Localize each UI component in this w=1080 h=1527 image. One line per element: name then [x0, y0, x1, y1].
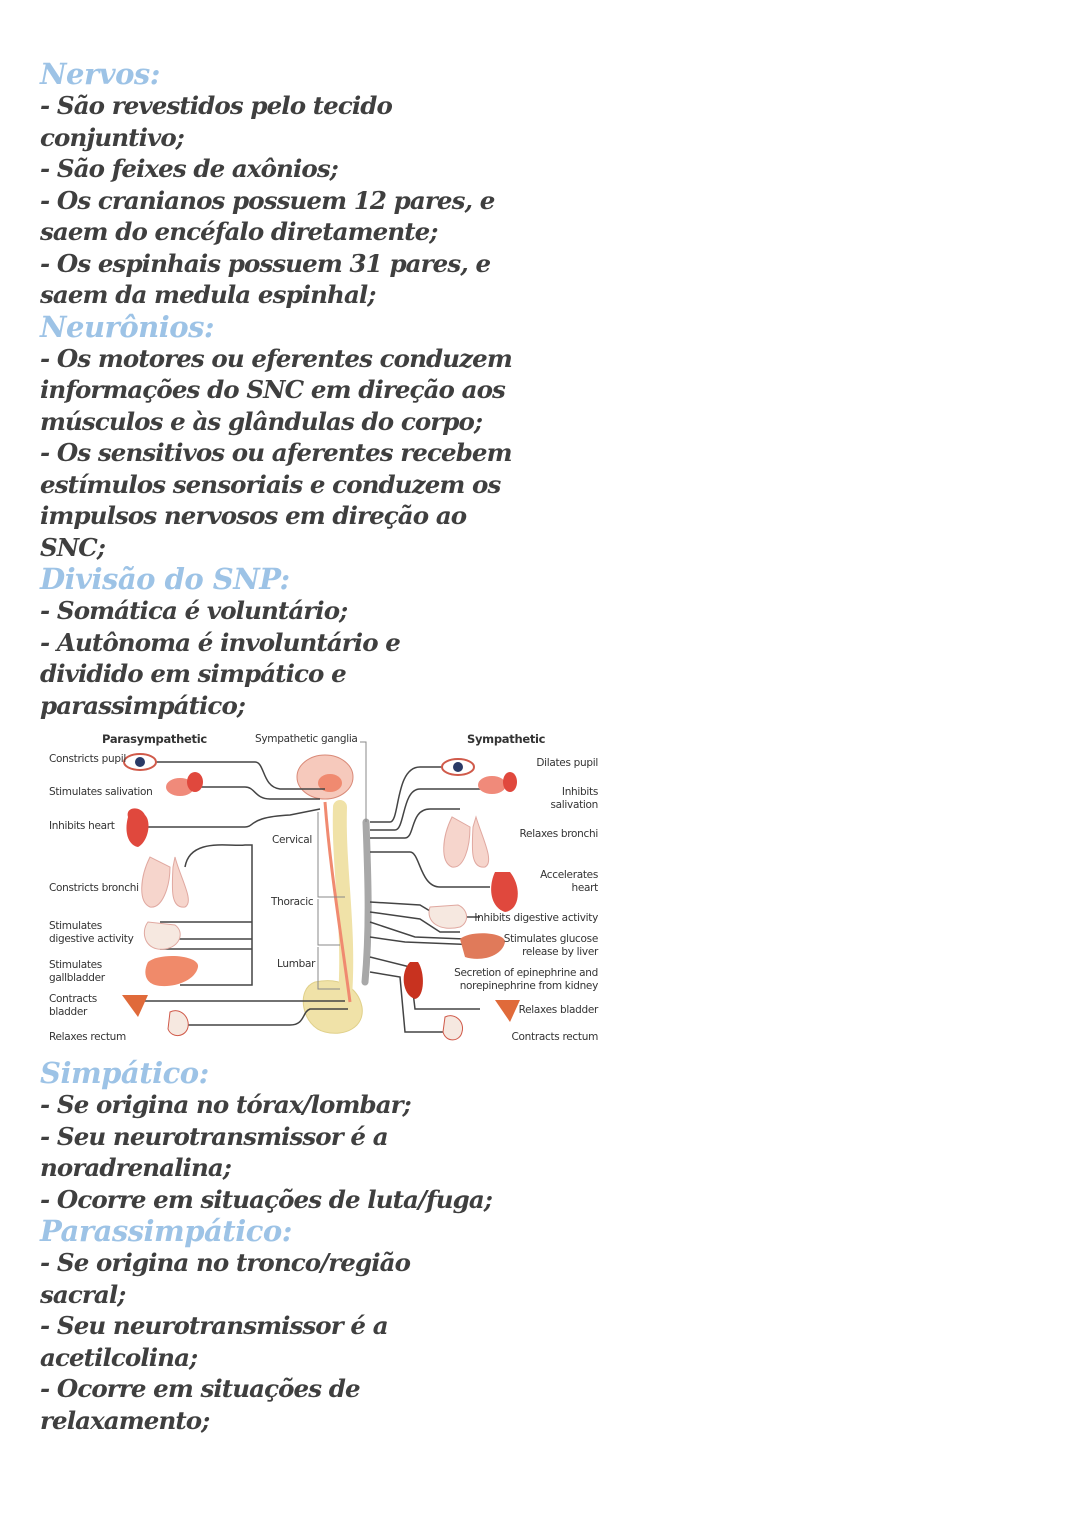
heading-parassimpatico: Parassimpático: [40, 1214, 292, 1248]
label-relaxes-bladder: Relaxes bladder [518, 1004, 598, 1016]
section-divisao-snp [40, 563, 600, 721]
label-contracts-rectum: Contracts rectum [511, 1031, 598, 1043]
label-inhibits-digestive: Inhibits digestive activity [474, 912, 598, 924]
text-line: relaxamento; [40, 1405, 210, 1435]
label-lumbar: Lumbar [277, 958, 316, 970]
text-line: - São feixes de axônios; [40, 154, 338, 183]
section-neuronios [40, 311, 600, 564]
label-stimulates-glucose: Stimulates glucose release by liver [503, 933, 598, 958]
label-relaxes-rectum: Relaxes rectum [49, 1031, 126, 1043]
text-line: conjuntivo; [40, 122, 184, 152]
section-nervos [40, 58, 600, 311]
label-contracts-bladder: Contracts bladder [49, 993, 97, 1018]
text-line: - Os espinhais possuem 31 pares, e [40, 248, 491, 278]
label-dilates-pupil: Dilates pupil [536, 757, 598, 769]
label-sympathetic-ganglia: Sympathetic ganglia [255, 733, 358, 745]
text-line: dividido em simpático e [40, 659, 346, 688]
text-line: - Os cranianos possuem 12 pares, e [40, 185, 495, 215]
text-line: - Ocorre em situações de [40, 1374, 360, 1403]
text-line: informações do SNC em direção aos [40, 375, 505, 404]
text-line: saem da medula espinhal; [40, 280, 376, 309]
text-line: sacral; [40, 1279, 126, 1309]
text-line: SNC; [40, 532, 106, 562]
text-line: acetilcolina; [40, 1342, 198, 1372]
text-line: - Os motores ou eferentes conduzem [40, 343, 512, 373]
text-line: - Os sensitivos ou aferentes recebem [40, 438, 512, 467]
label-parasympathetic: Parasympathetic [102, 732, 207, 746]
text-line: - Seu neurotransmissor é a [40, 1121, 388, 1151]
label-constricts-bronchi: Constricts bronchi [49, 882, 139, 894]
label-stimulates-salivation: Stimulates salivation [49, 786, 153, 798]
label-stimulates-gallbladder: Stimulates gallbladder [49, 959, 105, 984]
text-line: parassimpático; [40, 690, 246, 720]
text-line: - Se origina no tronco/região [40, 1248, 411, 1277]
label-stimulates-digestive: Stimulates digestive activity [49, 920, 134, 945]
label-accelerates-heart: Accelerates heart [540, 869, 598, 894]
heading-simpatico: Simpático: [40, 1056, 209, 1090]
label-inhibits-salivation: Inhibits salivation [550, 786, 598, 811]
label-sympathetic: Sympathetic [467, 732, 546, 746]
label-inhibits-heart: Inhibits heart [49, 820, 115, 832]
heading-nervos: Nervos: [40, 57, 160, 91]
text-line: estímulos sensoriais e conduzem os [40, 469, 501, 499]
text-line: músculos e às glândulas do corpo; [40, 406, 483, 436]
label-relaxes-bronchi: Relaxes bronchi [519, 828, 598, 840]
notes-page [40, 58, 600, 1436]
section-parassimpatico [40, 1215, 600, 1436]
heading-neuronios: Neurônios: [40, 309, 215, 344]
text-line: - Seu neurotransmissor é a [40, 1311, 388, 1340]
label-constricts-pupil: Constricts pupil [49, 753, 126, 765]
text-line: - São revestidos pelo tecido [40, 91, 392, 120]
text-line: - Somática é voluntário; [40, 596, 348, 625]
text-line: impulsos nervosos em direção ao [40, 501, 467, 530]
text-line: saem do encéfalo diretamente; [40, 217, 438, 246]
text-line: noradrenalina; [40, 1153, 231, 1182]
label-secretion-epinephrine: Secretion of epinephrine and norepinephrine from kidney [454, 967, 598, 992]
label-thoracic: Thoracic [271, 896, 314, 908]
autonomic-nervous-system-diagram [40, 727, 600, 1047]
text-line: - Se origina no tórax/lombar; [40, 1090, 411, 1119]
text-line: - Autônoma é involuntário e [40, 627, 400, 657]
heading-divisao-snp: Divisão do SNP: [40, 562, 290, 596]
section-simpatico [40, 1057, 600, 1215]
text-line: - Ocorre em situações de luta/fuga; [40, 1184, 492, 1214]
label-cervical: Cervical [272, 834, 312, 846]
